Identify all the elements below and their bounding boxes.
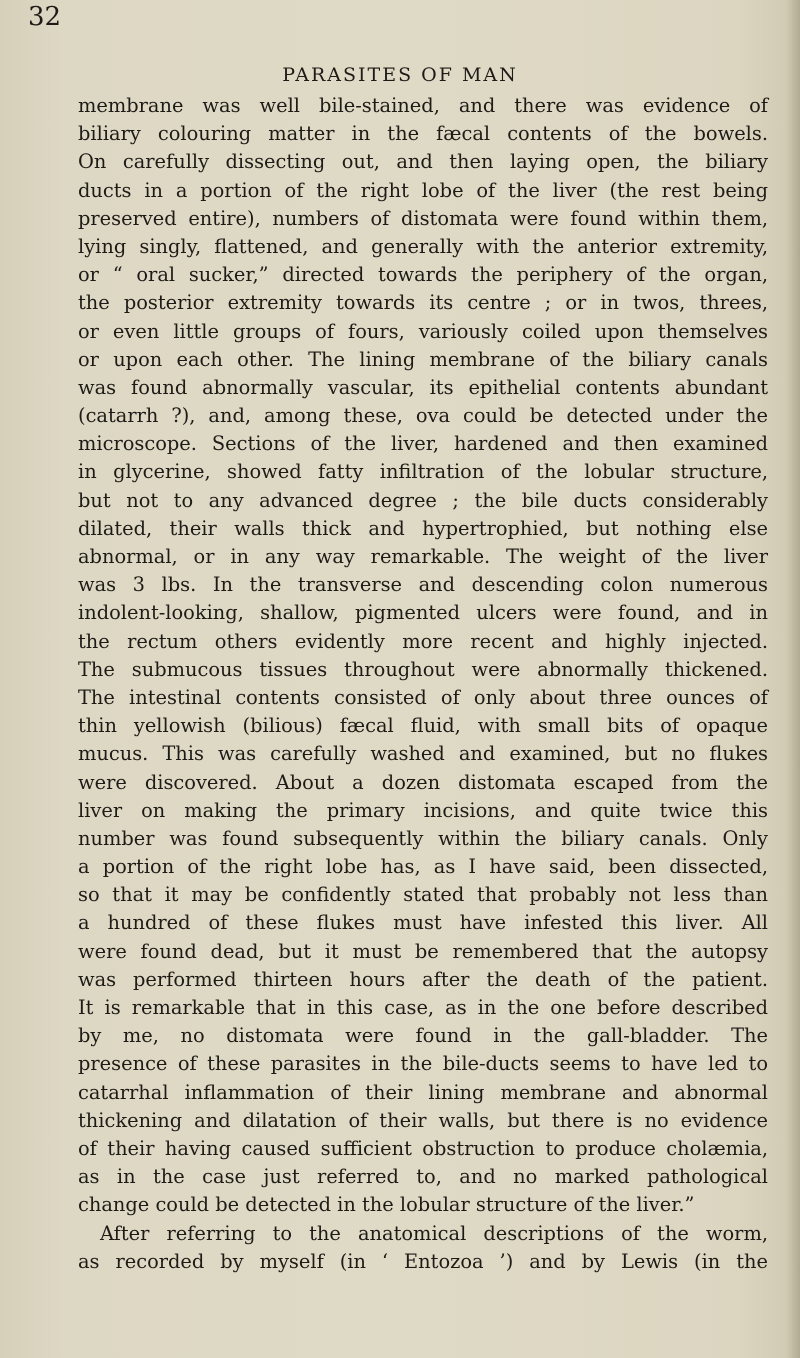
text-line: (catarrh ?), and, among these, ova could be detected under the — [78, 404, 768, 428]
text-line: dilated, their walls thick and hypertrophied, but nothing else — [78, 516, 768, 540]
text-line: biliary colouring matter in the fæcal contents of the bowels. — [78, 122, 768, 146]
page-edge-shadow — [786, 0, 800, 1358]
text-line: membrane was well bile-stained, and there was evidence of — [78, 94, 768, 117]
text-line: The submucous tissues throughout were abnormally thickened. — [78, 657, 768, 681]
text-line: was performed thirteen hours after the death of the patient. — [78, 967, 768, 991]
text-line: was 3 lbs. In the transverse and descending colon numerous — [78, 573, 768, 597]
text-line: lying singly, flattened, and generally with the anterior extremity, — [78, 234, 768, 258]
text-line: as in the case just referred to, and no marked pathological — [78, 1165, 768, 1189]
text-line: a portion of the right lobe has, as I have said, been dissected, — [78, 855, 768, 879]
text-line: a hundred of these flukes must have infested this liver. All — [78, 911, 768, 935]
text-line: ducts in a portion of the right lobe of the liver (the rest being — [78, 178, 768, 202]
text-line: in glycerine, showed fatty infiltration of the lobular structure, — [78, 460, 768, 484]
text-line: were found dead, but it must be remembered that the autopsy — [78, 939, 768, 963]
page-number: 32 — [28, 2, 62, 32]
text-line: was found abnormally vascular, its epithelial contents abundant — [78, 375, 768, 399]
text-line: the rectum others evidently more recent and highly injected. — [78, 629, 768, 653]
text-line: mucus. This was carefully washed and examined, but no flukes — [78, 742, 768, 766]
text-line: catarrhal inflammation of their lining membrane and abnormal — [78, 1080, 768, 1104]
text-line: but not to any advanced degree ; the bile ducts considerably — [78, 488, 768, 512]
text-line: On carefully dissecting out, and then laying open, the biliary — [78, 150, 768, 174]
text-line: number was found subsequently within the biliary canals. Only — [78, 826, 768, 850]
text-line: of their having caused sufficient obstruction to produce cholæmia, — [78, 1136, 768, 1160]
text-line: microscope. Sections of the liver, hardened and then examined — [78, 432, 768, 456]
text-line: thickening and dilatation of their walls, but there is no evidence — [78, 1108, 768, 1132]
text-line: or upon each other. The lining membrane of the biliary canals — [78, 347, 768, 371]
body-text — [78, 92, 768, 1276]
text-line: as recorded by myself (in ‘ Entozoa ’) and by Lewis (in the — [78, 1249, 768, 1273]
text-line: indolent-looking, shallow, pigmented ulcers were found, and in — [78, 601, 768, 625]
text-line: or “ oral sucker,” directed towards the periphery of the organ, — [78, 263, 768, 287]
text-line: so that it may be confidently stated that probably not less than — [78, 883, 768, 907]
text-line: preserved entire), numbers of distomata were found within them, — [78, 206, 768, 230]
text-line: by me, no distomata were found in the gall-bladder. The — [78, 1024, 768, 1048]
text-line: abnormal, or in any way remarkable. The weight of the liver — [78, 545, 768, 568]
text-line-paragraph-start: After referring to the anatomical descriptions of the worm, — [100, 1221, 768, 1245]
running-title: PARASITES OF MAN — [282, 64, 518, 86]
text-line-paragraph-end: change could be detected in the lobular structure of the liver.” — [78, 1193, 695, 1217]
text-line: presence of these parasites in the bile-ducts seems to have led to — [78, 1052, 768, 1076]
text-line: or even little groups of fours, variously coiled upon themselves — [78, 319, 768, 343]
text-line: liver on making the primary incisions, and quite twice this — [78, 798, 768, 822]
text-line: the posterior extremity towards its centre ; or in twos, threes, — [78, 291, 768, 315]
text-line: thin yellowish (bilious) fæcal fluid, with small bits of opaque — [78, 714, 768, 738]
text-line: were discovered. About a dozen distomata escaped from the — [78, 770, 768, 794]
text-line: The intestinal contents consisted of only about three ounces of — [78, 685, 768, 709]
text-line: It is remarkable that in this case, as in the one before described — [78, 996, 768, 1019]
